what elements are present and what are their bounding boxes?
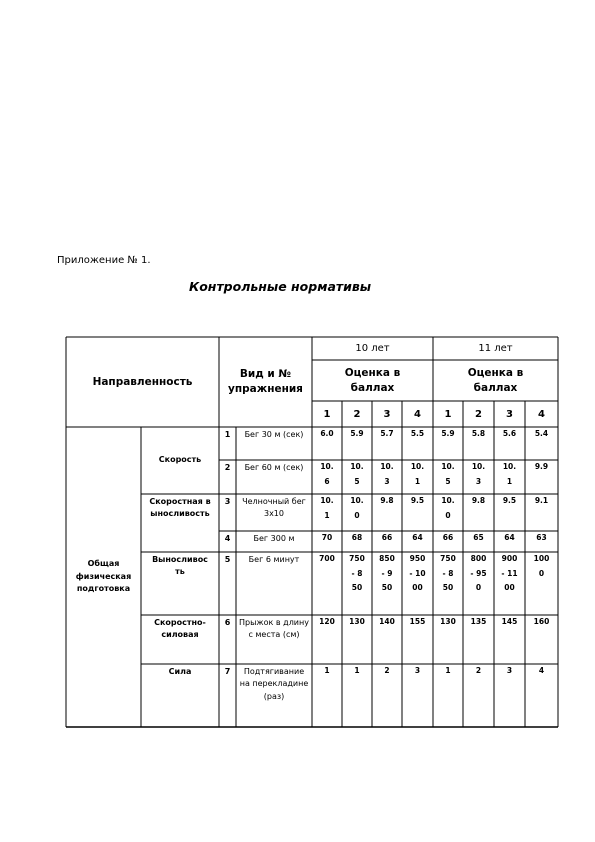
exercise-number: 5 bbox=[224, 555, 231, 564]
header-exercise bbox=[219, 337, 312, 427]
exercise-number: 7 bbox=[224, 667, 231, 676]
exercise-number: 3 bbox=[224, 497, 231, 506]
header-age-10-text: 10 лет bbox=[355, 342, 390, 354]
group-speed bbox=[141, 427, 219, 494]
group-speed-text: Скорость bbox=[158, 455, 202, 465]
table-cell: 10.1 bbox=[502, 462, 517, 486]
header-score-11 bbox=[433, 360, 558, 401]
table-cell: 155 bbox=[409, 617, 426, 626]
table-cell: 10.0 bbox=[350, 496, 364, 520]
header-exercise-text: Вид и № упражнения bbox=[228, 368, 303, 395]
table-cell: 145 bbox=[501, 617, 518, 626]
table-cell: 5.9 bbox=[350, 429, 364, 438]
table-cell: 1 bbox=[324, 666, 330, 675]
score-column-header: 1 bbox=[323, 408, 331, 420]
table-cell: 4 bbox=[538, 666, 545, 675]
table-cell: 10.1 bbox=[320, 496, 334, 520]
section-label bbox=[66, 427, 141, 727]
header-age-11 bbox=[433, 337, 558, 360]
table-cell: 2 bbox=[384, 666, 390, 675]
exercise-name: Бег 60 м (сек) bbox=[244, 463, 304, 472]
table-cell: 130 bbox=[440, 617, 456, 626]
table-cell: 9.8 bbox=[380, 496, 394, 505]
table-cell: 130 bbox=[349, 617, 365, 626]
table-cell: 66 bbox=[381, 533, 393, 542]
table-cell: 5.5 bbox=[410, 429, 425, 438]
exercise-name: Прыжок в длину с места (см) bbox=[239, 618, 309, 640]
table-cell: 135 bbox=[470, 617, 487, 626]
table-cell: 9.8 bbox=[471, 496, 486, 505]
score-column-header: 3 bbox=[506, 408, 513, 420]
exercise-name: Бег 30 м (сек) bbox=[244, 430, 304, 439]
exercise-number: 2 bbox=[224, 463, 231, 472]
table-cell: 10.3 bbox=[380, 462, 394, 486]
table-cell: 3 bbox=[506, 666, 513, 675]
header-direction bbox=[66, 337, 219, 427]
table-cell: 6.0 bbox=[320, 429, 334, 438]
table-cell: 10.6 bbox=[320, 462, 334, 486]
group-speed-endurance bbox=[141, 496, 219, 521]
table-cell: 10.3 bbox=[471, 462, 486, 486]
table-cell: 10.0 bbox=[441, 496, 455, 520]
table-cell: 10.5 bbox=[441, 462, 455, 486]
exercise-number: 6 bbox=[224, 618, 231, 627]
table-cell: 700 bbox=[319, 554, 335, 563]
section-label-text: Общая физическая подготовка bbox=[75, 559, 132, 594]
table-cell: 64 bbox=[504, 533, 515, 542]
score-column-header: 2 bbox=[353, 408, 361, 420]
header-score-10 bbox=[312, 360, 433, 401]
header-age-10 bbox=[312, 337, 433, 360]
table-cell: 10.5 bbox=[350, 462, 364, 486]
exercise-number: 4 bbox=[224, 534, 231, 543]
table-cell: 950 - 1000 bbox=[409, 554, 426, 593]
table-cell: 5.7 bbox=[380, 429, 394, 438]
score-column-header: 2 bbox=[475, 408, 482, 420]
table-cell: 850 - 950 bbox=[379, 554, 395, 593]
group-speed-endurance-text: Скоростная выносливость bbox=[149, 497, 211, 519]
table-cell: 70 bbox=[321, 533, 333, 542]
table-cell: 750 - 850 bbox=[440, 554, 456, 593]
group-strength bbox=[141, 666, 219, 678]
score-column-header: 4 bbox=[538, 408, 545, 420]
table-cell: 5.9 bbox=[441, 429, 455, 438]
table-cell: 3 bbox=[414, 666, 421, 675]
exercise-name: Бег 300 м bbox=[253, 534, 295, 543]
table-cell: 1000 bbox=[533, 554, 550, 578]
table-cell: 9.9 bbox=[534, 462, 549, 471]
table-cell: 1 bbox=[445, 666, 451, 675]
header-age-11-text: 11 лет bbox=[478, 342, 513, 354]
document-title: Контрольные нормативы bbox=[189, 279, 372, 294]
group-speed-strength bbox=[141, 617, 219, 642]
exercise-name: Бег 6 минут bbox=[248, 555, 300, 564]
table-cell: 64 bbox=[412, 533, 423, 542]
table-cell: 63 bbox=[536, 533, 547, 542]
table-cell: 140 bbox=[379, 617, 395, 626]
table-cell: 10.1 bbox=[410, 462, 425, 486]
table-cell: 2 bbox=[475, 666, 482, 675]
table-cell: 800 - 950 bbox=[470, 554, 487, 593]
group-strength-text: Сила bbox=[168, 667, 192, 676]
table-cell: 9.5 bbox=[502, 496, 517, 505]
header-score-11-text: Оценка в баллах bbox=[467, 366, 524, 394]
exercise-number: 1 bbox=[224, 430, 231, 439]
score-column-header: 4 bbox=[414, 408, 421, 420]
group-speed-strength-text: Скоростно-силовая bbox=[154, 618, 206, 640]
table-cell: 120 bbox=[319, 617, 335, 626]
table-cell: 750 - 850 bbox=[349, 554, 365, 593]
table-cell: 9.5 bbox=[410, 496, 425, 505]
score-column-header: 1 bbox=[444, 408, 452, 420]
table-cell: 160 bbox=[533, 617, 550, 626]
table-cell: 9.1 bbox=[534, 496, 549, 505]
group-endurance bbox=[141, 554, 219, 579]
header-direction-text: Направленность bbox=[92, 375, 193, 388]
group-endurance-text: Выносливость bbox=[152, 555, 208, 577]
table-cell: 68 bbox=[351, 533, 363, 542]
table-cell: 66 bbox=[442, 533, 454, 542]
score-column-header: 3 bbox=[383, 408, 391, 420]
exercise-name: Челночный бег 3х10 bbox=[242, 497, 306, 519]
table-cell: 900 - 1100 bbox=[501, 554, 518, 593]
table-cell: 5.8 bbox=[471, 429, 486, 438]
table-cell: 65 bbox=[473, 533, 484, 542]
appendix-label: Приложение № 1. bbox=[57, 255, 151, 266]
table-cell: 5.6 bbox=[502, 429, 517, 438]
table-cell: 1 bbox=[354, 666, 360, 675]
exercise-name: Подтягивание на перекладине (раз) bbox=[239, 667, 309, 701]
table-cell: 5.4 bbox=[534, 429, 549, 438]
header-score-10-text: Оценка в баллах bbox=[344, 366, 401, 394]
